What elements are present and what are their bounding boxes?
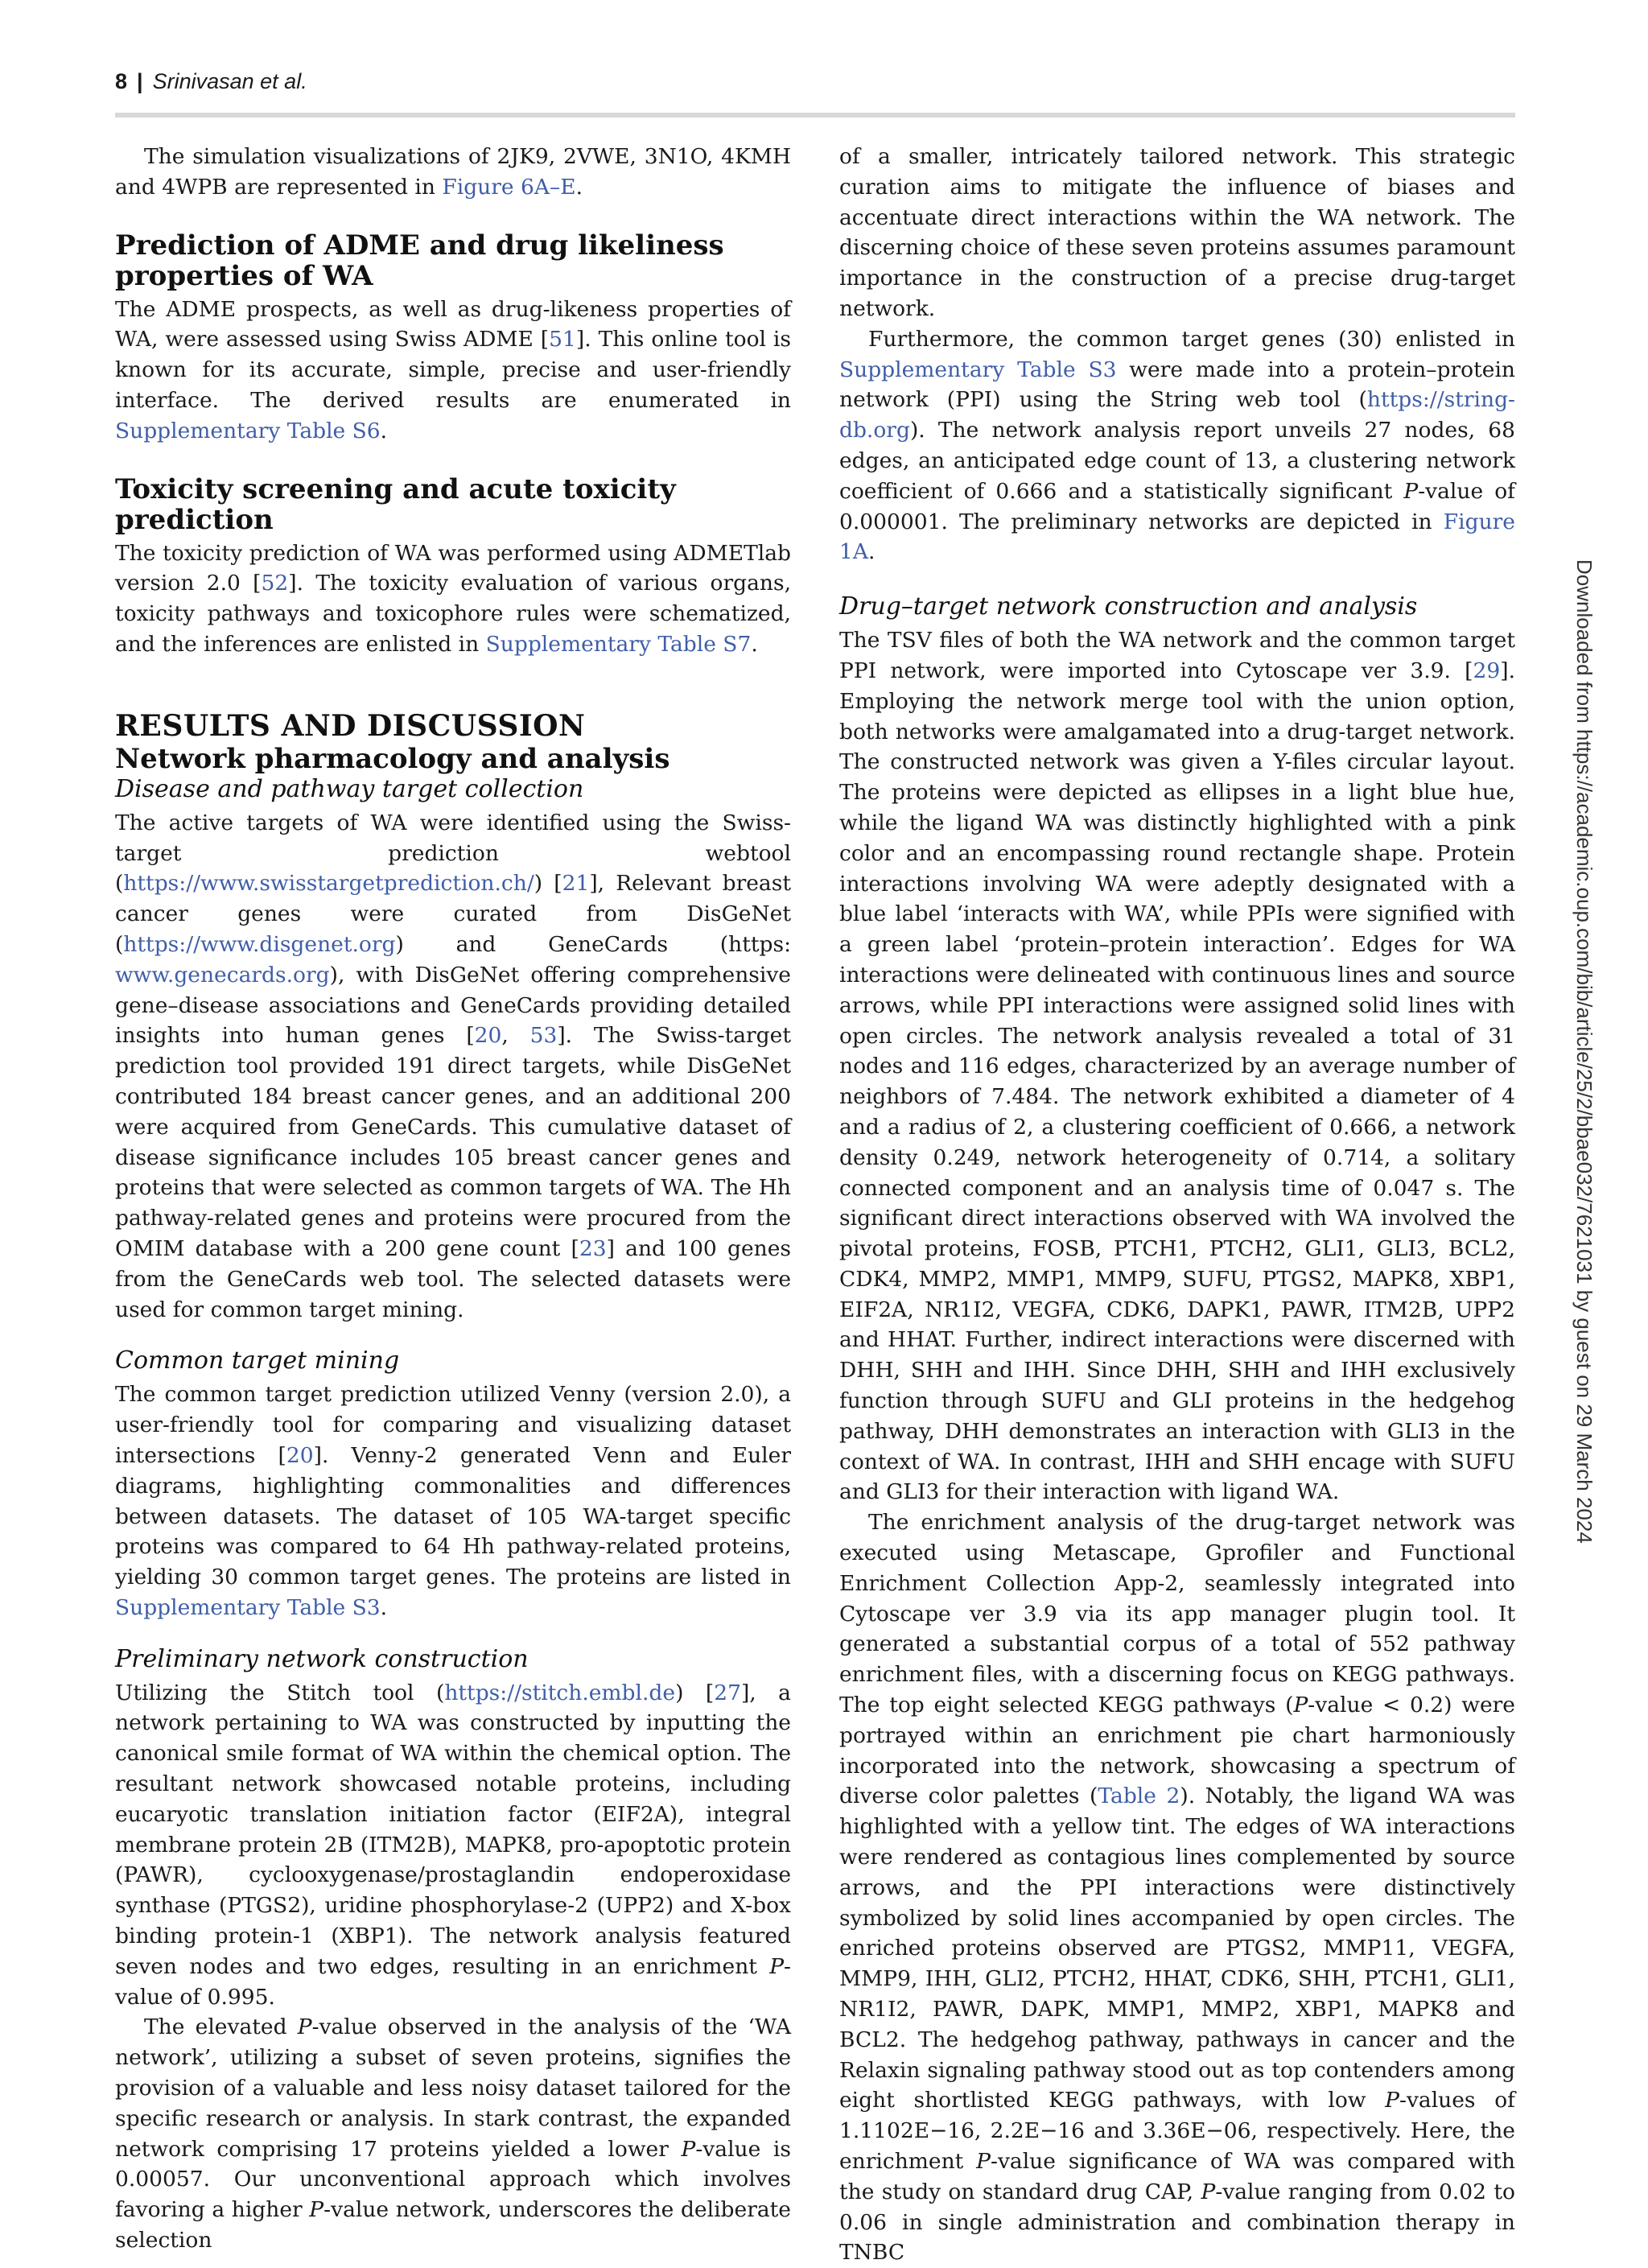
subsubsection-heading-common: Common target mining [115,1346,400,1375]
ref-link[interactable]: 27 [714,1680,741,1705]
paragraph-enrichment: The enrichment analysis of the drug-target network was executed using Metascape, Gprofiler and Functional Enrichment Collection App-2, seamlessly integrated into Cytoscape ver 3.9 via its app manager plugin tool. It generated a substantial corpus of a total of 552 pathway enrichment files, with a discerning focus on KEGG pathways. The top eight selected KEGG pathways (P-value < 0.2) were portrayed within an enrichment pie chart harmoniously incorporated into the network, showcasing a spectrum of diverse color palettes (Table 2). Notably, the ligand WA was highlighted with a yellow tint. The edges of WA interactions were rendered as contagious lines complemented by source arrows, and the PPI interactions were distinctively symbolized by solid lines accompanied by open circles. The enriched proteins observed are PTGS2, MMP11, VEGFA, MMP9, IHH, GLI2, PTCH2, HHAT, CDK6, SHH, PTCH1, GLI1, NR1I2, PAWR, DAPK, MMP1, MMP2, XBP1, MAPK8 and BCL2. The hedgehog pathway, pathways in cancer and the Relaxin signaling pathway stood out as top contenders among eight shortlisted KEGG pathways, with low P-values of 1.1102E−16, 2.2E−16 and 3.36E−06, respectively. Here, the enrichment P-value significance of WA was compared with the study on standard drug CAP, P-value ranging from 0.02 to 0.06 in single administration and combination therapy in TNBC [839,1510,1516,2266]
download-note: Downloaded from https://academic.oup.com/bib/article/25/2/bbae032/7621031 by guest on 29 March 2024 [1572,559,1596,1544]
header-separator: | [137,69,143,93]
url-link[interactable]: https://stitch.embl.de [444,1680,676,1705]
paragraph-ppi: Furthermore, the common target genes (30) enlisted in Supplementary Table S3 were made into a protein–protein network (PPI) using the String web tool (https://string-db.org). The network analysis report unveils 27 nodes, 68 edges, an anticipated edge count of 13, a clustering network coefficient of 0.666 and a statistically significant P-value of 0.000001. The preliminary networks are depicted in Figure 1A. [839,326,1516,565]
ref-link[interactable]: 21 [562,871,590,897]
url-link[interactable]: www.genecards.org [115,962,330,988]
paragraph-prelim: Utilizing the Stitch tool (https://stitch.embl.de) [27], a network pertaining to WA was constructed by inputting the canonical smile format of WA within the chemical option. The resultant network showcased notable proteins, including eucaryotic translation initiation factor (EIF2A), integral membrane protein 2B (ITM2B), MAPK8, pro-apoptotic protein (PAWR), cyclooxygenase/prostaglandin endoperoxidase synthase (PTGS2), uridine phosphorylase-2 (UPP2) and X-box binding protein-1 (XBP1). The network analysis featured seven nodes and two edges, resulting in an enrichment P-value of 0.995. [115,1680,791,2010]
download-sidebar [1571,559,1603,1598]
section-heading-toxicity: Toxicity screening and acute toxicity prediction [115,472,676,536]
figure-link[interactable]: Figure 1A [839,509,1515,565]
subsubsection-heading-disease: Disease and pathway target collection [115,774,584,803]
ref-link[interactable]: 29 [1473,658,1501,683]
header-rule [115,113,1515,118]
left-column [115,142,791,2256]
paragraph-common: The common target prediction utilized Venny (version 2.0), a user-friendly tool for comparing and visualizing dataset intersections [20]. Venny-2 generated Venn and Euler diagrams, highlighting commonalities and differences between datasets. The dataset of 105 WA-target specific proteins was compared to 64 Hh pathway-related proteins, yielding 30 common target genes. The proteins are listed in Supplementary Table S3. [115,1382,791,1620]
right-column [839,142,1515,2268]
paragraph-adme: The ADME prospects, as well as drug-likeness properties of WA, were assessed using Swiss ADME [51]. This online tool is known for its accurate, simple, precise and user-friendly interface. The derived results are enumerated in Supplementary Table S6. [115,296,791,443]
ref-link[interactable]: 53 [529,1023,558,1049]
paragraph-toxicity: The toxicity prediction of WA was performed using ADMETlab version 2.0 [52]. The toxicity evaluation of various organs, toxicity pathways and toxicophore rules were schematized, and the inferences are enlisted in Supplementary Table S7. [115,540,791,657]
supplementary-link[interactable]: Supplementary Table S3 [115,1594,381,1620]
table-link[interactable]: Table 2 [1098,1783,1180,1809]
ref-link[interactable]: 20 [286,1442,314,1468]
ref-link[interactable]: 20 [474,1023,502,1049]
paragraph-tsv: The TSV files of both the WA network and the common target PPI network, were imported into Cytoscape ver 3.9. [29]. Employing the network merge tool with the union option, both networks were amalgamated into a drug-target network. The constructed network was given a Y-files circular layout. The proteins were depicted as ellipses in a light blue hue, while the ligand WA was distinctly highlighted with a pink color and an encompassing round rectangle shape. Protein interactions involving WA were adeptly designated with a blue label ‘interacts with WA’, while PPIs were signified with a green label ‘protein–protein interaction’. Edges for WA interactions were delineated with continuous lines and source arrows, while PPI interactions were assigned solid lines with open circles. The network analysis revealed a total of 31 nodes and 116 edges, characterized by an average number of neighbors of 7.484. The network exhibited a diameter of 4 and a radius of 2, a clustering coefficient of 0.666, a network density 0.249, network heterogeneity of 0.714, a solitary connected component and an analysis time of 0.047 s. The significant direct interactions observed with WA involved the pivotal proteins, FOSB, PTCH1, PTCH2, GLI1, GLI3, BCL2, CDK4, MMP2, MMP1, MMP9, SUFU, PTGS2, MAPK8, XBP1, EIF2A, NR1I2, VEGFA, CDK6, DAPK1, PAWR, ITM2B, UPP2 and HHAT. Further, indirect interactions were discerned with DHH, SHH and IHH. Since DHH, SHH and IHH exclusively function through SUFU and GLI proteins in the hedgehog pathway, DHH demonstrates an interaction with GLI3 in the context of WA. In contrast, IHH and SHH encage with SUFU and GLI3 for their interaction with ligand WA. [839,628,1515,1505]
section-heading-results: RESULTS AND DISCUSSION [115,708,586,743]
url-link[interactable]: https://www.disgenet.org [123,931,396,957]
supplementary-link[interactable]: Supplementary Table S3 [839,357,1117,382]
paragraph-continued: of a smaller, intricately tailored network. This strategic curation aims to mitigate the influence of biases and accentuate direct interactions within the WA network. The discerning choice of these seven proteins assumes paramount importance in the construction of a precise drug-target network. [839,144,1515,321]
url-link[interactable]: https://string-db.org [839,387,1515,443]
supplementary-link[interactable]: Supplementary Table S6 [115,418,381,443]
supplementary-link[interactable]: Supplementary Table S7 [485,631,752,657]
page-header [115,69,307,94]
subsubsection-heading-drug-target: Drug–target network construction and analysis [839,592,1418,621]
paragraph-elevated: The elevated P-value observed in the analysis of the ‘WA network’, utilizing a subset of seven proteins, signifies the provision of a valuable and less noisy dataset tailored for the specific research or analysis. In stark contrast, the expanded network comprising 17 proteins yielded a lower P-value is 0.00057. Our unconventional approach which involves favoring a higher P-value network, underscores the deliberate selection [115,2014,791,2254]
page-number: 8 [115,69,128,93]
running-authors: Srinivasan et al. [152,69,307,93]
url-link[interactable]: https://www.swisstargetprediction.ch/ [123,871,534,897]
figure-link[interactable]: Figure 6A–E [442,174,576,200]
paragraph-disease: The active targets of WA were identified using the Swiss-target prediction webtool (https://www.swisstargetprediction.ch/) [21], Relevant breast cancer genes were curated from DisGeNet (https://www.disgenet.org) and GeneCards (https: www.genecards.org), with DisGeNet offering comprehensive gene–disease associations and GeneCards providing detailed insights into human genes [20, 53]. The Swiss-target prediction tool provided 191 direct targets, while DisGeNet contributed 184 breast cancer genes, and an additional 200 were acquired from GeneCards. This cumulative dataset of disease significance includes 105 breast cancer genes and proteins that were selected as common targets of WA. The Hh pathway-related genes and proteins were procured from the OMIM database with a 200 gene count [23] and 100 genes from the GeneCards web tool. The selected datasets were used for common target mining. [115,810,792,1322]
paragraph-simulation: The simulation visualizations of 2JK9, 2VWE, 3N1O, 4KMH and 4WPB are represented in Figure 6A–E. [115,144,791,200]
section-heading-adme: Prediction of ADME and drug likeliness properties of WA [115,229,724,292]
ref-link[interactable]: 23 [579,1235,607,1261]
subsubsection-heading-prelim: Preliminary network construction [115,1644,529,1673]
subsection-heading-network: Network pharmacology and analysis [115,742,670,775]
ref-link[interactable]: 52 [261,571,289,596]
ref-link[interactable]: 51 [549,327,576,353]
